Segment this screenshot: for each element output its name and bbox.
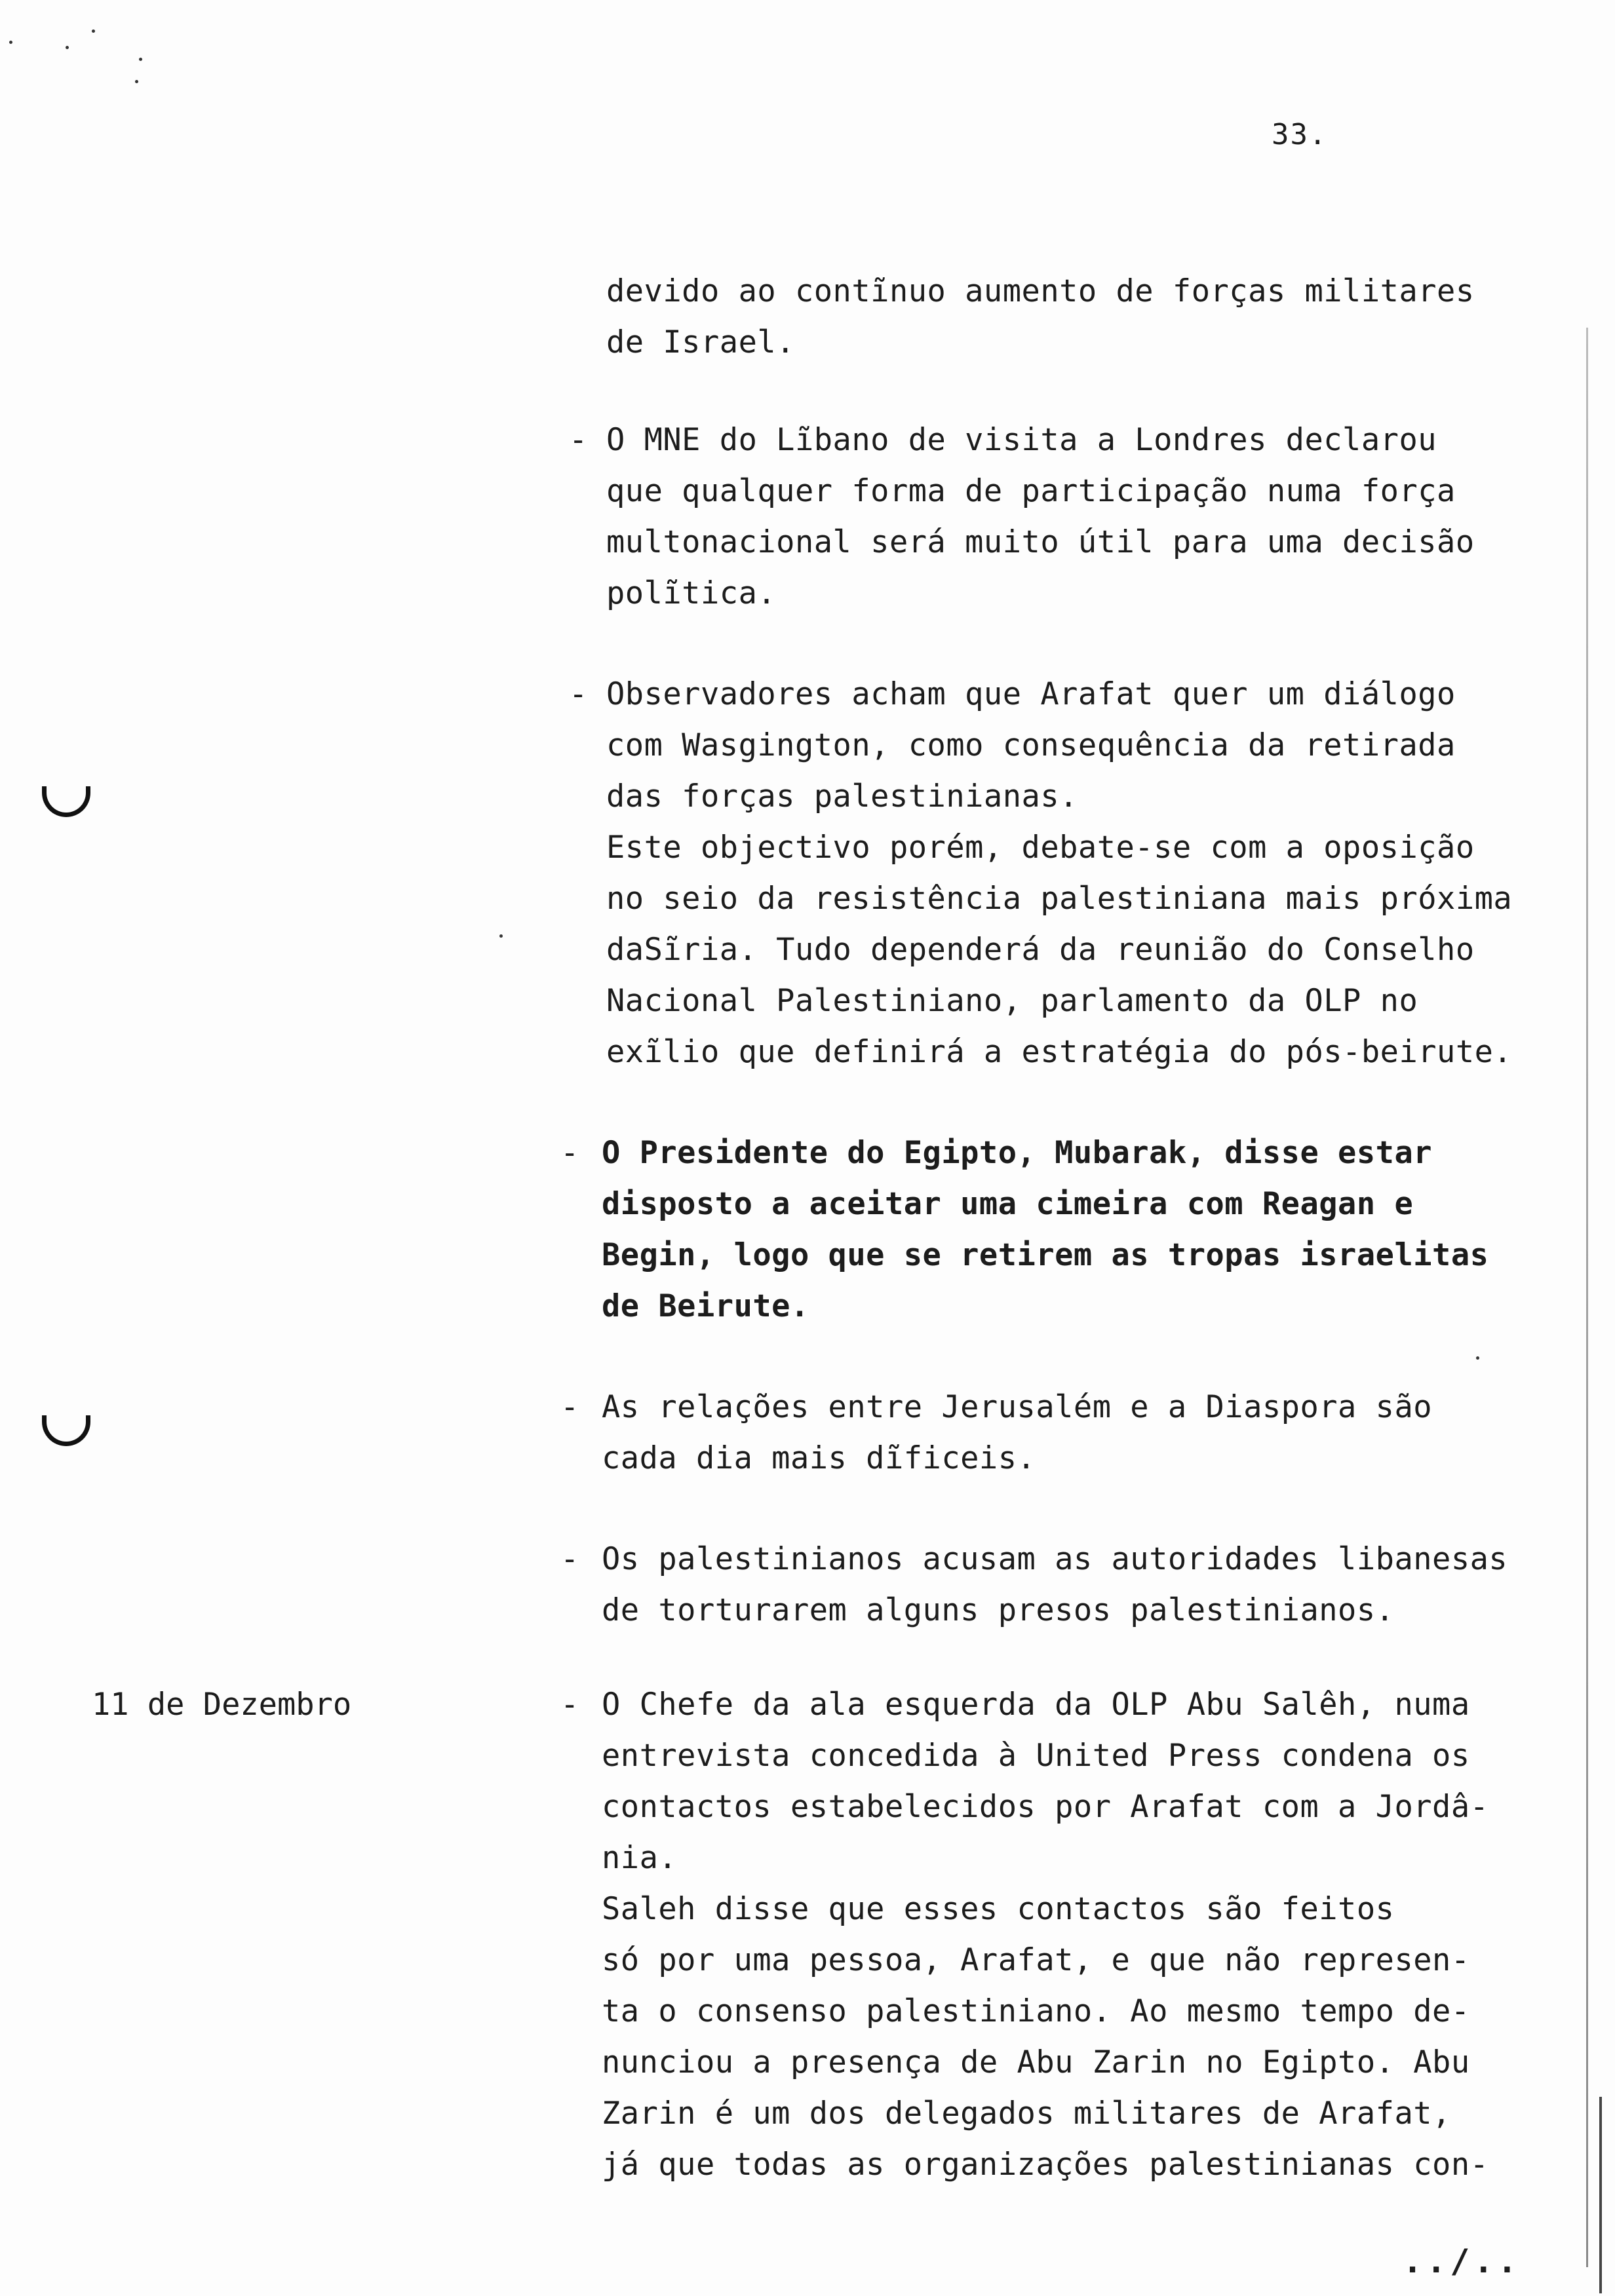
item-line: disposto a aceitar uma cimeira com Reagan e bbox=[602, 1186, 1414, 1222]
item-line: nunciou a presença de Abu Zarin no Egipto. Abu bbox=[602, 2044, 1470, 2080]
item-line: que qualquer forma de participação numa força bbox=[606, 473, 1456, 509]
date-label: 11 de Dezembro bbox=[92, 1687, 352, 1723]
margin-punch-mark bbox=[42, 1415, 90, 1446]
item-line: Observadores acham que Arafat quer um diálogo bbox=[606, 676, 1456, 712]
item-dash: - bbox=[569, 422, 588, 458]
item-dash: - bbox=[560, 1389, 579, 1425]
scan-speck bbox=[139, 58, 142, 61]
item-line: polĩtica. bbox=[606, 575, 777, 611]
item-line: no seio da resistência palestiniana mais próxima bbox=[606, 881, 1513, 917]
item-line: Zarin é um dos delegados militares de Arafat, bbox=[602, 2095, 1451, 2132]
item-line: entrevista concedida à United Press condena os bbox=[602, 1738, 1470, 1774]
item-line: Os palestinianos acusam as autoridades libanesas bbox=[602, 1541, 1508, 1577]
item-line: As relações entre Jerusalém e a Diaspora são bbox=[602, 1389, 1433, 1425]
continuation-marker: ../.. bbox=[1403, 2242, 1521, 2280]
item-line: já que todas as organizações palestinianas con- bbox=[602, 2147, 1489, 2183]
scan-speck bbox=[135, 80, 138, 83]
intro-line: de Israel. bbox=[606, 324, 795, 360]
item-line: exĩlio que definirá a estratégia do pós-beirute. bbox=[606, 1034, 1513, 1070]
scan-speck bbox=[9, 41, 12, 44]
item-line: O Chefe da ala esquerda da OLP Abu Salêh, numa bbox=[602, 1687, 1470, 1723]
item-line: daSĩria. Tudo dependerá da reunião do Conselho bbox=[606, 932, 1475, 968]
item-line: multonacional será muito útil para uma decisão bbox=[606, 524, 1475, 560]
scan-speck bbox=[66, 46, 69, 49]
item-dash: - bbox=[560, 1135, 579, 1171]
item-line: de Beirute. bbox=[602, 1288, 809, 1324]
scan-edge-line bbox=[1586, 328, 1588, 2267]
item-line: Saleh disse que esses contactos são feitos bbox=[602, 1891, 1395, 1927]
item-line: Nacional Palestiniano, parlamento da OLP no bbox=[606, 983, 1418, 1019]
item-line: O Presidente do Egipto, Mubarak, disse estar bbox=[602, 1135, 1433, 1171]
item-line: Begin, logo que se retirem as tropas israelitas bbox=[602, 1237, 1489, 1273]
item-dash: - bbox=[560, 1687, 579, 1723]
item-line: das forças palestinianas. bbox=[606, 778, 1078, 814]
item-line: só por uma pessoa, Arafat, e que não represen- bbox=[602, 1942, 1470, 1978]
scan-speck bbox=[1476, 1356, 1479, 1360]
intro-line: devido ao contĩnuo aumento de forças militares bbox=[606, 273, 1475, 309]
item-line: cada dia mais dĩficeis. bbox=[602, 1440, 1036, 1476]
item-dash: - bbox=[569, 676, 588, 712]
scan-speck bbox=[499, 934, 503, 938]
item-line: contactos estabelecidos por Arafat com a Jordâ- bbox=[602, 1789, 1489, 1825]
item-line: com Wasgington, como consequência da retirada bbox=[606, 727, 1456, 763]
item-dash: - bbox=[560, 1541, 579, 1577]
item-line: Este objectivo porém, debate-se com a oposição bbox=[606, 830, 1475, 866]
page-number: 33. bbox=[1272, 118, 1328, 151]
scan-edge-line bbox=[1599, 2097, 1602, 2293]
item-line: de torturarem alguns presos palestinianos. bbox=[602, 1592, 1395, 1628]
item-line: ta o consenso palestiniano. Ao mesmo tempo de- bbox=[602, 1993, 1470, 2029]
item-line: nia. bbox=[602, 1840, 678, 1876]
item-line: O MNE do Lĩbano de visita a Londres declarou bbox=[606, 422, 1437, 458]
margin-punch-mark bbox=[42, 786, 90, 817]
scan-speck bbox=[92, 29, 95, 33]
